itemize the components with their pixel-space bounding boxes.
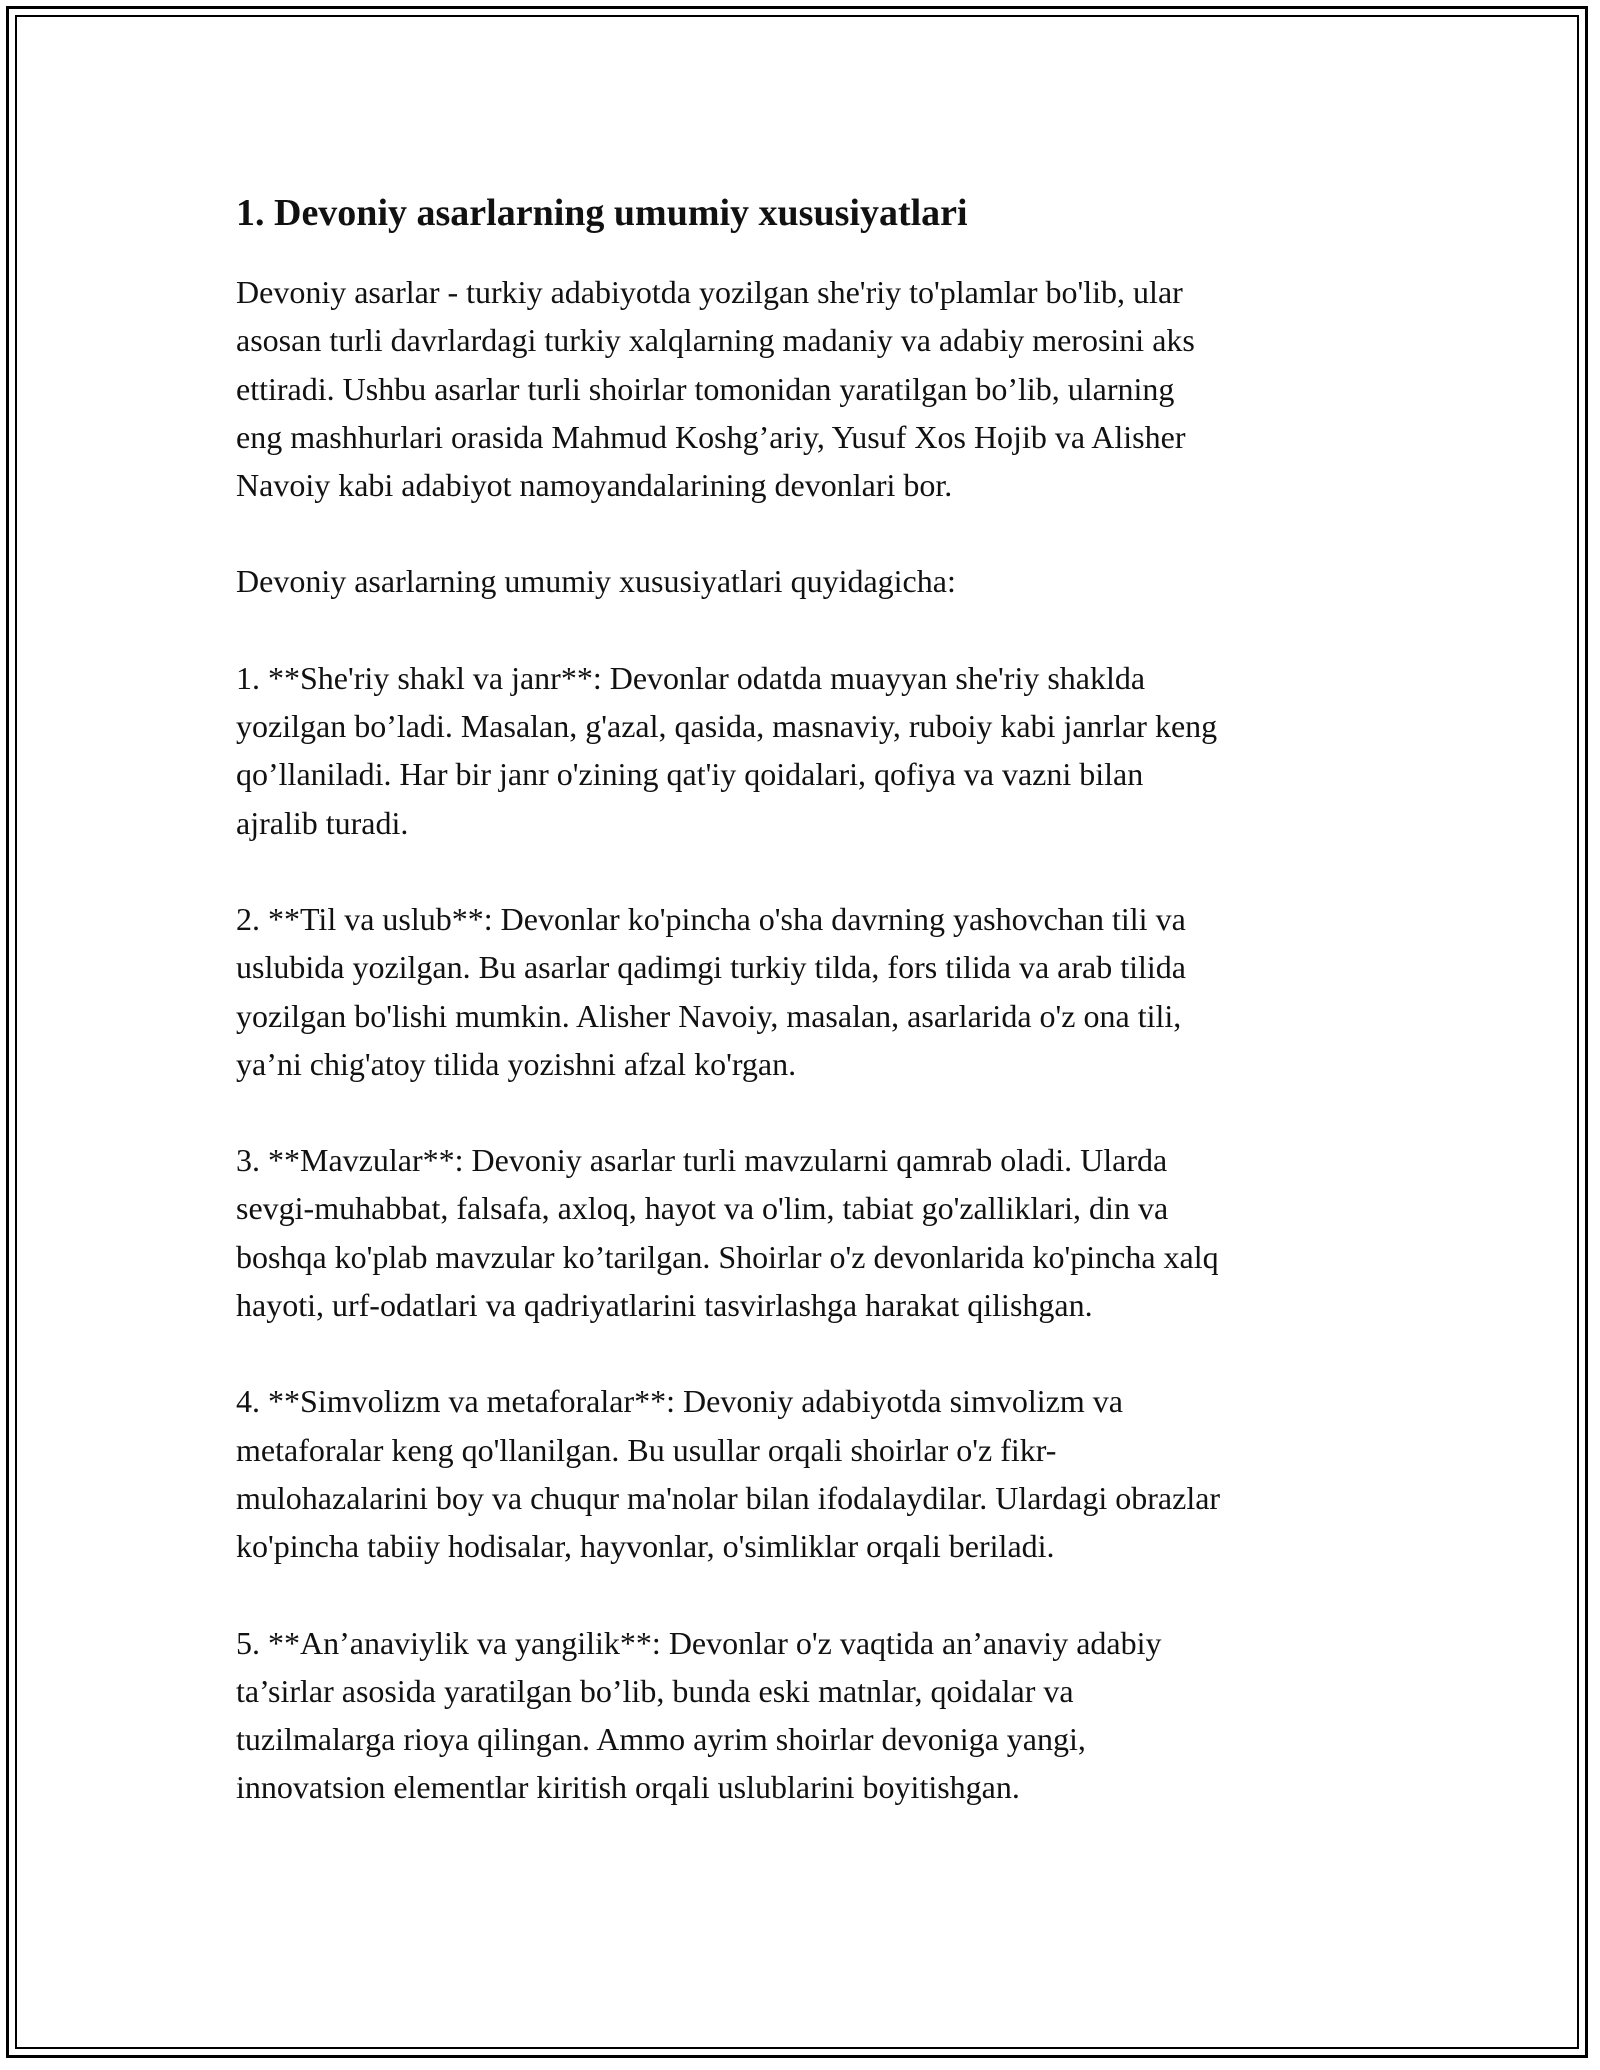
text-line: boshqa ko'plab mavzular ko’tarilgan. Shoirlar o'z devonlarida ko'pincha xalq [236,1238,1219,1275]
paragraph-lead-in [236,557,1376,605]
text-line: ta’sirlar asosida yaratilgan bo’lib, bunda eski matnlar, qoidalar va [236,1672,1074,1709]
document-body [236,186,1376,1860]
list-item-5 [236,1619,1376,1812]
text-line: 4. **Simvolizm va metaforalar**: Devoniy adabiyotda simvolizm va [236,1383,1123,1420]
text-line: hayoti, urf-odatlari va qadriyatlarini tasvirlashga harakat qilishgan. [236,1287,1093,1324]
paragraph-intro [236,268,1376,509]
list-item-1 [236,654,1376,847]
text-line: Devoniy asarlar - turkiy adabiyotda yozilgan she'riy to'plamlar bo'lib, ular [236,274,1183,310]
text-line: 2. **Til va uslub**: Devonlar ko'pincha o'sha davrning yashovchan tili va [236,900,1186,937]
text-line: Navoiy kabi adabiyot namoyandalarining devonlari bor. [236,467,953,504]
text-line: ya’ni chig'atoy tilida yozishni afzal ko'rgan. [236,1045,797,1082]
text-line: mulohazalarini boy va chuqur ma'nolar bilan ifodalaydilar. Ulardagi obrazlar [236,1479,1221,1516]
text-line: 3. **Mavzular**: Devoniy asarlar turli mavzularni qamrab oladi. Ularda [236,1142,1168,1179]
page-title: 1. Devoniy asarlarning umumiy xususiyatlari [236,192,968,234]
text-line: asosan turli davrlardagi turkiy xalqlarning madaniy va adabiy merosini aks [236,322,1195,359]
text-line: Devoniy asarlarning umumiy xususiyatlari quyidagicha: [236,563,956,600]
text-line: eng mashhurlari orasida Mahmud Koshg’ariy, Yusuf Xos Hojib va Alisher [236,418,1186,455]
text-line: ko'pincha tabiiy hodisalar, hayvonlar, o'simliklar orqali beriladi. [236,1528,1055,1565]
text-line: sevgi-muhabbat, falsafa, axloq, hayot va o'lim, tabiat go'zalliklari, din va [236,1190,1169,1227]
text-line: ajralib turadi. [236,804,409,841]
text-line: metaforalar keng qo'llanilgan. Bu usullar orqali shoirlar o'z fikr- [236,1431,1057,1468]
list-item-4 [236,1377,1376,1570]
text-line: yozilgan bo’ladi. Masalan, g'azal, qasida, masnaviy, ruboiy kabi janrlar keng [236,708,1218,745]
text-line: yozilgan bo'lishi mumkin. Alisher Navoiy, masalan, asarlarida o'z ona tili, [236,997,1182,1034]
text-line: 5. **An’anaviylik va yangilik**: Devonlar o'z vaqtida an’anaviy adabiy [236,1624,1162,1661]
text-line: innovatsion elementlar kiritish orqali uslublarini boyitishgan. [236,1769,1020,1806]
text-line: tuzilmalarga rioya qilingan. Ammo ayrim shoirlar devoniga yangi, [236,1721,1086,1758]
text-line: qo’llaniladi. Har bir janr o'zining qat'iy qoidalari, qofiya va vazni bilan [236,756,1144,793]
list-item-2 [236,895,1376,1088]
list-item-3 [236,1136,1376,1329]
text-line: 1. **She'riy shakl va janr**: Devonlar odatda muayyan she'riy shaklda [236,659,1146,696]
text-line: uslubida yozilgan. Bu asarlar qadimgi turkiy tilda, fors tilida va arab tilida [236,949,1186,986]
text-line: ettiradi. Ushbu asarlar turli shoirlar tomonidan yaratilgan bo’lib, ularning [236,370,1175,407]
